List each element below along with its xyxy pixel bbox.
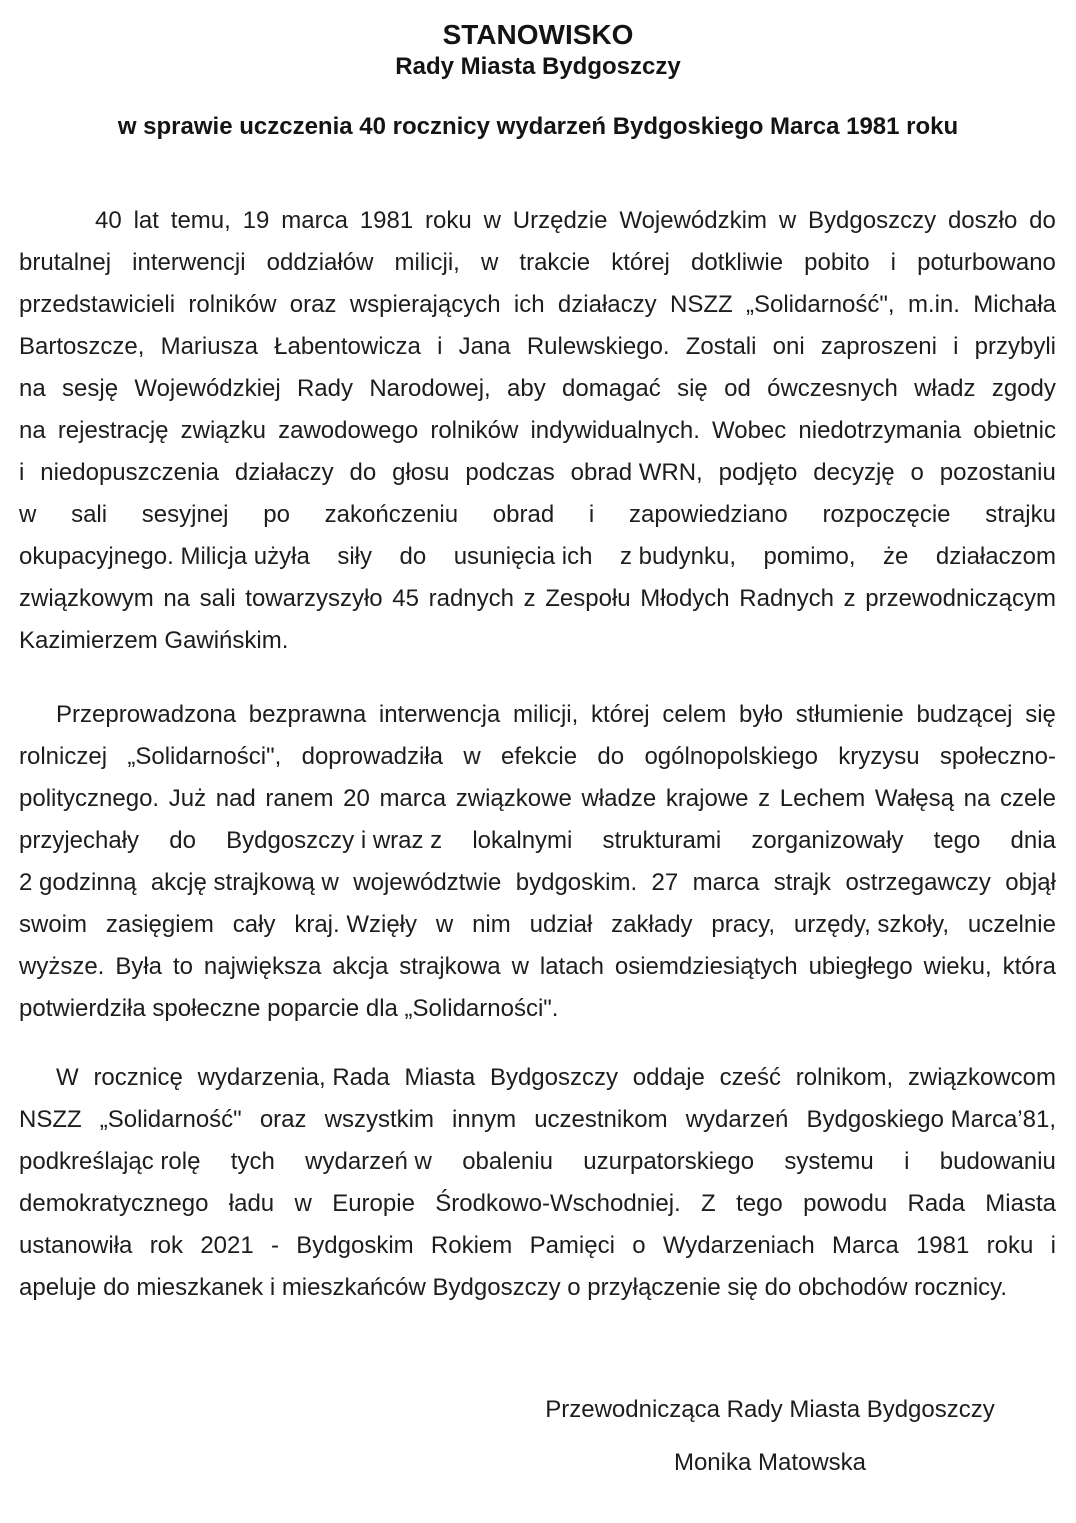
signature-role: Przewodnicząca Rady Miasta Bydgoszczy <box>545 1396 995 1423</box>
text-line: podkreślając rolę tych wydarzeń w obaleniu uzurpatorskiego systemu i budowaniu <box>19 1148 1056 1175</box>
text-line: NSZZ „Solidarność" oraz wszystkim innym uczestnikom wydarzeń Bydgoskiego Marca’81, <box>19 1106 1056 1133</box>
document-title: STANOWISKO <box>442 19 634 50</box>
text-line: politycznego. Już nad ranem 20 marca związkowe władze krajowe z Lechem Wałęsą na czele <box>19 785 1056 812</box>
text-line: przyjechały do Bydgoszczy i wraz z lokalnymi strukturami zorganizowały tego dnia <box>19 827 1056 854</box>
paragraph-1 <box>19 200 1056 662</box>
document-subtitle: Rady Miasta Bydgoszczy <box>395 53 681 80</box>
text-line: rolniczej „Solidarności", doprowadziła w efekcie do ogólnopolskiego kryzysu społeczno- <box>19 743 1056 770</box>
text-line: w sali sesyjnej po zakończeniu obrad i zapowiedziano rozpoczęcie strajku <box>19 501 1056 528</box>
text-line: okupacyjnego. Milicja użyła siły do usunięcia ich z budynku, pomimo, że działaczom <box>19 543 1056 570</box>
text-line: W rocznicę wydarzenia, Rada Miasta Bydgoszczy oddaje cześć rolnikom, związkowcom <box>56 1064 1056 1091</box>
signature-block <box>516 1389 1024 1484</box>
text-line: Przeprowadzona bezprawna interwencja milicji, której celem było stłumienie budzącej się <box>56 701 1056 728</box>
text-line: wyższe. Była to największa akcja strajkowa w latach osiemdziesiątych ubiegłego wieku, która <box>19 953 1056 980</box>
text-line: i niedopuszczenia działaczy do głosu podczas obrad WRN, podjęto decyzję o pozostaniu <box>19 459 1056 486</box>
document-subject: w sprawie uczczenia 40 rocznicy wydarzeń Bydgoskiego Marca 1981 roku <box>117 113 959 140</box>
text-line: potwierdziła społeczne poparcie dla „Solidarności". <box>19 995 559 1022</box>
text-line: brutalnej interwencji oddziałów milicji, w trakcie której dotkliwie pobito i poturbowano <box>19 249 1056 276</box>
text-line: Bartoszcze, Mariusza Łabentowicza i Jana Rulewskiego. Zostali oni zaproszeni i przybyli <box>19 333 1056 360</box>
text-line: apeluje do mieszkanek i mieszkańców Bydgoszczy o przyłączenie się do obchodów rocznicy. <box>19 1274 1008 1301</box>
text-line: 2 godzinną akcję strajkową w województwie bydgoskim. 27 marca strajk ostrzegawczy objął <box>19 869 1056 896</box>
text-line: na rejestrację związku zawodowego rolników indywidualnych. Wobec niedotrzymania obietnic <box>19 417 1056 444</box>
text-line: przedstawicieli rolników oraz wspierających ich działaczy NSZZ „Solidarność", m.in. Michała <box>19 291 1056 318</box>
text-line: swoim zasięgiem cały kraj. Wzięły w nim udział zakłady pracy, urzędy, szkoły, uczelnie <box>19 911 1056 938</box>
text-line: 40 lat temu, 19 marca 1981 roku w Urzędzie Wojewódzkim w Bydgoszczy doszło do <box>95 207 1056 234</box>
text-line: demokratycznego ładu w Europie Środkowo-Wschodniej. Z tego powodu Rada Miasta <box>19 1190 1056 1217</box>
paragraph-3 <box>19 1057 1056 1309</box>
text-line: Kazimierzem Gawińskim. <box>19 627 289 654</box>
signature-name: Monika Matowska <box>673 1449 867 1476</box>
paragraph-2 <box>19 694 1056 1030</box>
text-line: związkowym na sali towarzyszyło 45 radnych z Zespołu Młodych Radnych z przewodniczącym <box>19 585 1056 612</box>
text-line: na sesję Wojewódzkiej Rady Narodowej, aby domagać się od ówczesnych władz zgody <box>19 375 1056 402</box>
text-line: ustanowiła rok 2021 - Bydgoskim Rokiem Pamięci o Wydarzeniach Marca 1981 roku i <box>19 1232 1056 1259</box>
